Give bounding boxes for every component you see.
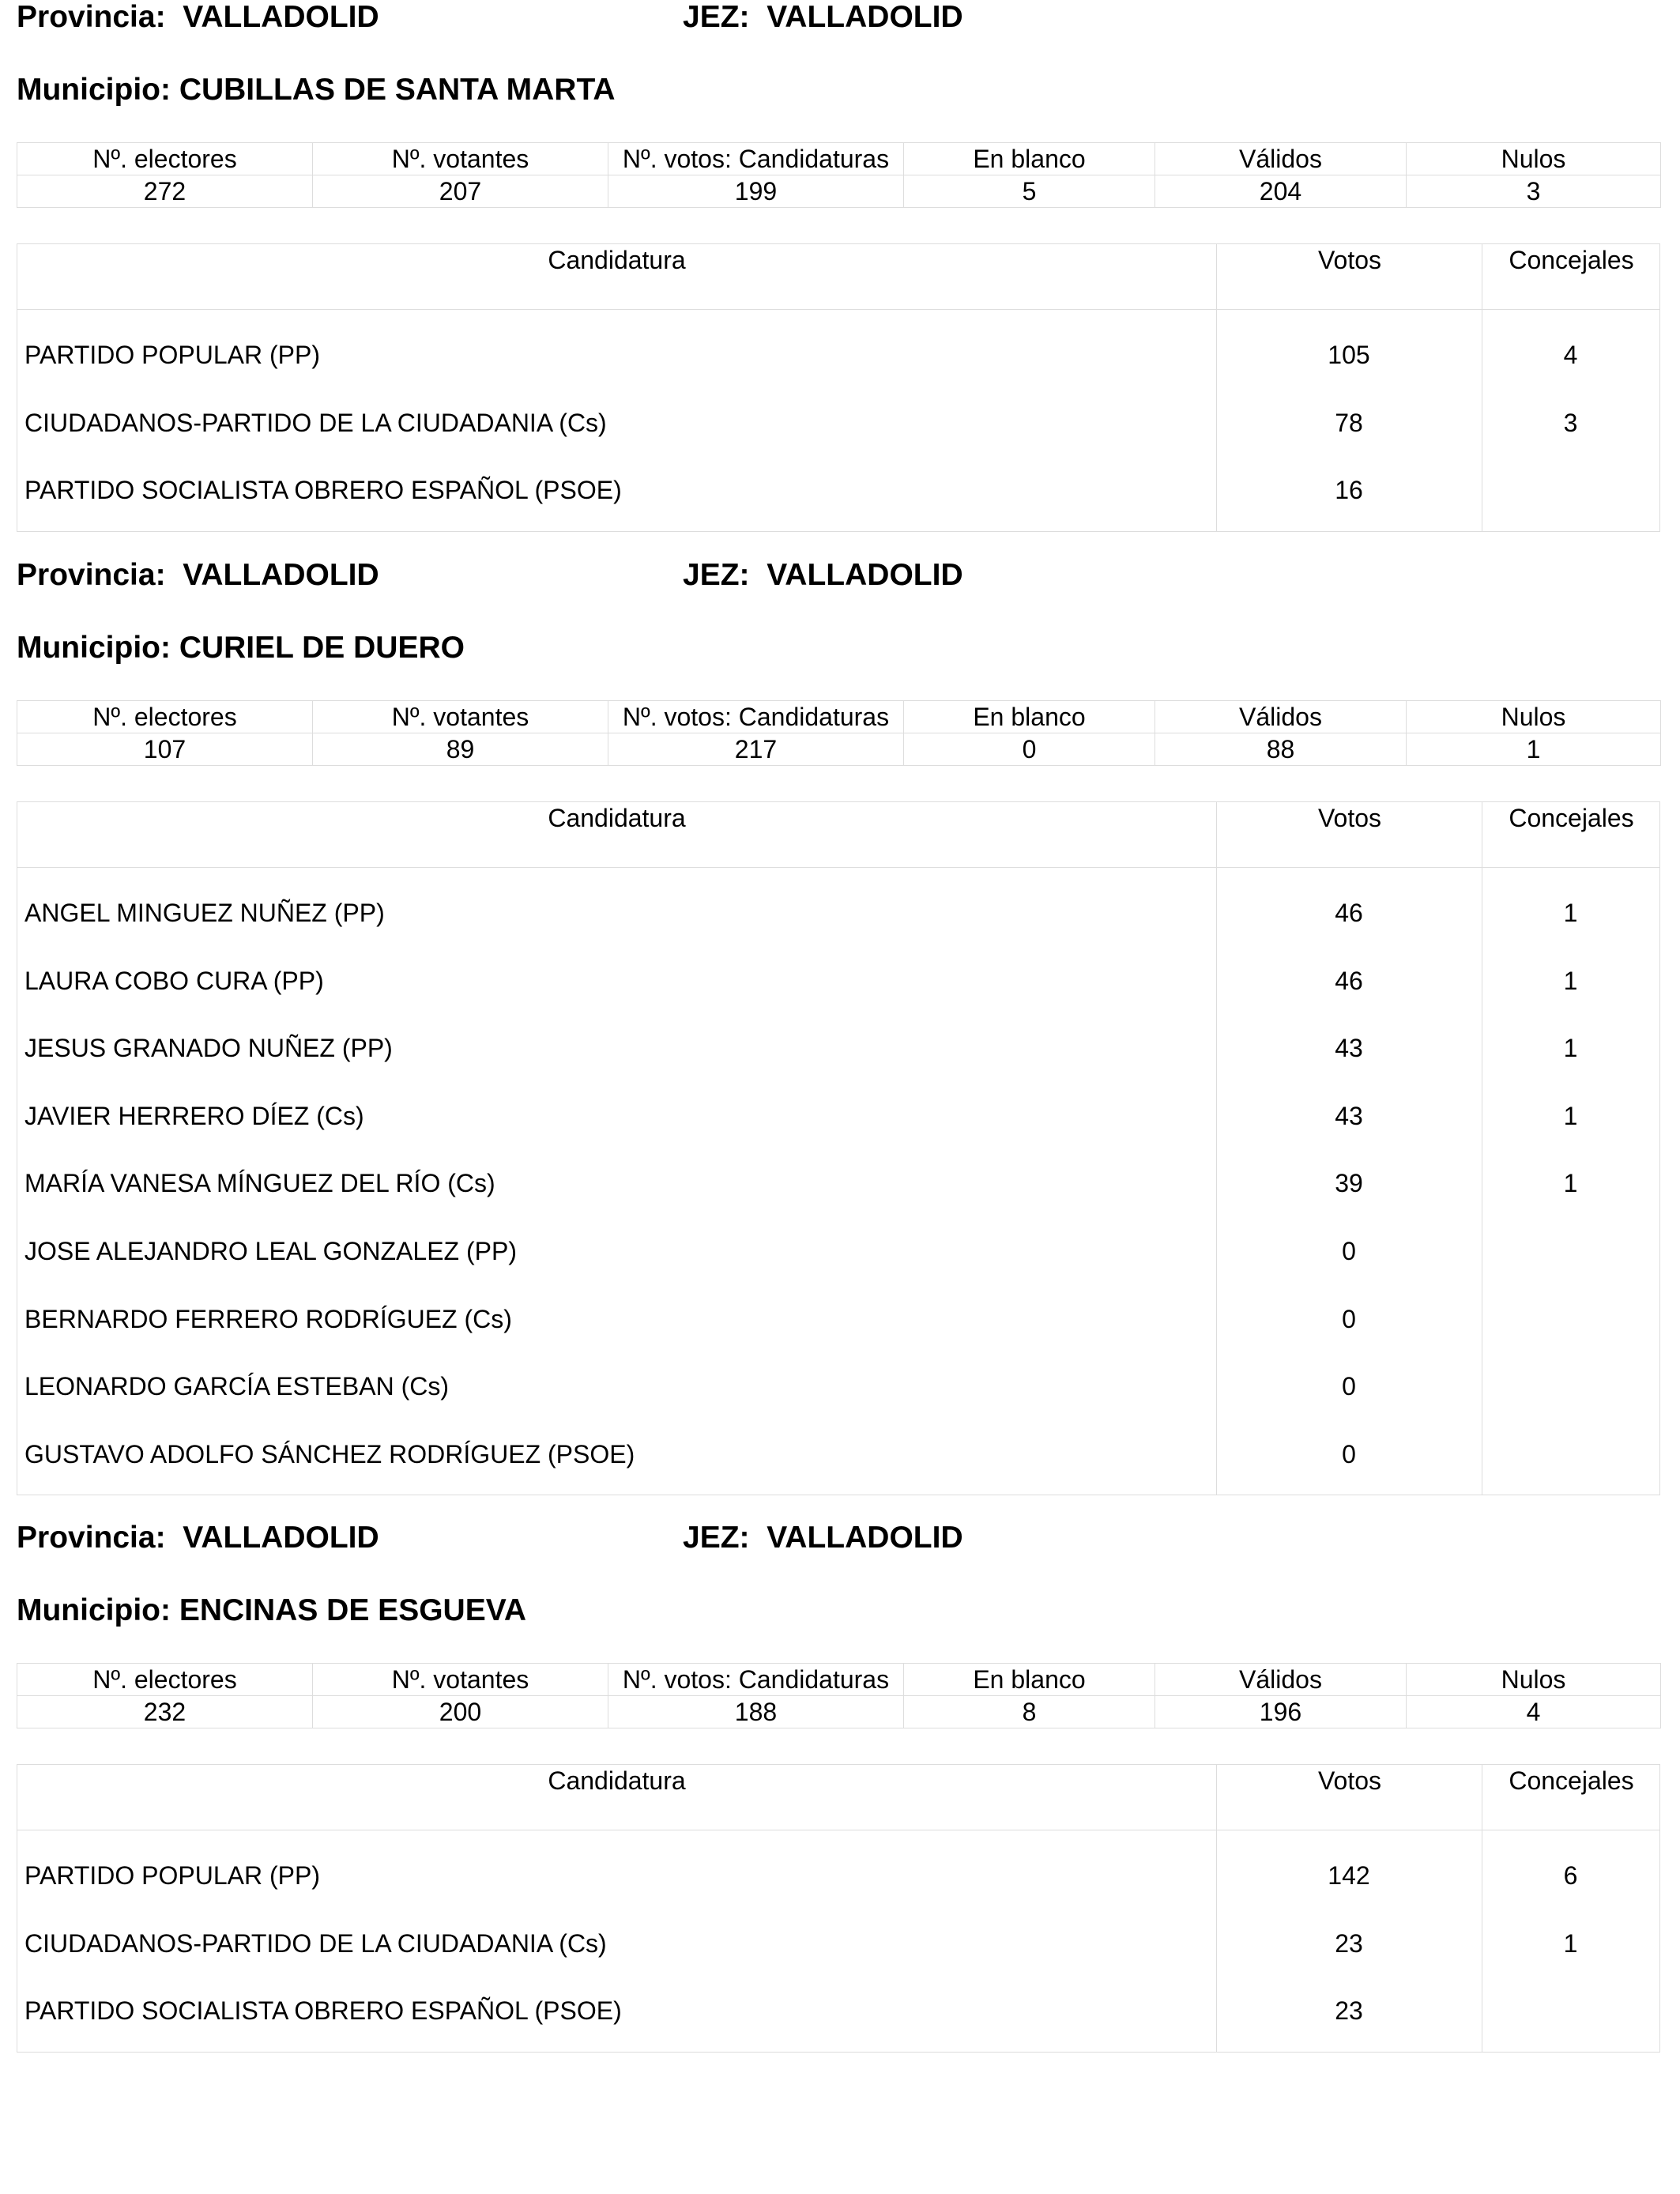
candidate-row <box>17 1910 1659 1978</box>
summary-header-cell: Nº. votantes <box>313 701 608 733</box>
summary-value-cell: 0 <box>904 733 1155 766</box>
summary-header-cell: Nulos <box>1407 701 1661 733</box>
municipio-value: CUBILLAS DE SANTA MARTA <box>179 73 616 107</box>
candidate-row <box>17 1150 1659 1218</box>
header-row <box>17 558 1660 598</box>
jez-label: JEZ: <box>683 1521 750 1555</box>
candidate-row <box>17 1977 1659 2045</box>
candidate-row <box>17 457 1659 525</box>
header-concejales: Concejales <box>1482 244 1660 309</box>
municipio-heading <box>17 73 616 107</box>
municipio-heading <box>17 1593 526 1628</box>
candidate-name: LEONARDO GARCÍA ESTEBAN (Cs) <box>24 1372 449 1401</box>
candidate-votes: 39 <box>1335 1169 1363 1198</box>
candidate-row <box>17 1842 1659 1910</box>
summary-header-cell: Nº. votos: Candidaturas <box>608 143 904 175</box>
summary-value-cell: 1 <box>1407 733 1661 766</box>
summary-value-cell: 217 <box>608 733 904 766</box>
provincia-heading <box>17 0 379 35</box>
summary-header-cell: Válidos <box>1155 143 1407 175</box>
candidate-votes: 43 <box>1335 1034 1363 1063</box>
jez-heading <box>683 1521 963 1555</box>
candidate-row <box>17 1015 1659 1083</box>
jez-value: VALLADOLID <box>767 0 963 34</box>
header-candidatura: Candidatura <box>548 246 686 274</box>
candidate-votes: 142 <box>1328 1861 1370 1890</box>
candidate-seats: 1 <box>1563 1928 1578 1958</box>
summary-header-cell: Válidos <box>1155 701 1407 733</box>
candidate-votes: 23 <box>1335 1928 1363 1958</box>
summary-header-cell: Nº. votantes <box>313 143 608 175</box>
candidates-header-row <box>17 1765 1659 1830</box>
candidates-body <box>17 868 1659 1495</box>
candidate-seats: 3 <box>1563 408 1578 437</box>
candidates-body <box>17 1830 1659 2052</box>
municipio-value: CURIEL DE DUERO <box>179 631 465 665</box>
candidates-body <box>17 310 1659 531</box>
provincia-value: VALLADOLID <box>183 1521 379 1555</box>
summary-header-cell: Nº. electores <box>17 143 313 175</box>
header-votos: Votos <box>1216 1765 1482 1830</box>
candidate-votes: 0 <box>1342 1304 1356 1333</box>
candidate-votes: 46 <box>1335 966 1363 995</box>
candidate-votes: 16 <box>1335 476 1363 505</box>
municipio-heading <box>17 631 465 665</box>
summary-value-cell: 107 <box>17 733 313 766</box>
candidate-row <box>17 1218 1659 1286</box>
municipio-label: Municipio: <box>17 73 171 107</box>
summary-value-cell: 199 <box>608 175 904 208</box>
jez-label: JEZ: <box>683 558 750 592</box>
candidate-seats: 1 <box>1563 1034 1578 1063</box>
summary-header-cell: En blanco <box>904 1664 1155 1696</box>
candidate-name: PARTIDO POPULAR (PP) <box>24 1861 320 1890</box>
candidate-row <box>17 880 1659 948</box>
summary-header-cell: Nº. electores <box>17 1664 313 1696</box>
header-row <box>17 1521 1660 1560</box>
summary-value-cell: 4 <box>1407 1696 1661 1728</box>
candidate-seats: 6 <box>1563 1861 1578 1890</box>
candidates-table <box>17 801 1660 1495</box>
summary-header-cell: Nº. votantes <box>313 1664 608 1696</box>
summary-value-cell: 8 <box>904 1696 1155 1728</box>
summary-header-cell: En blanco <box>904 143 1155 175</box>
summary-header-cell: Nº. votos: Candidaturas <box>608 701 904 733</box>
summary-value-cell: 207 <box>313 175 608 208</box>
header-row <box>17 0 1660 40</box>
summary-value-row <box>17 733 1661 766</box>
jez-heading <box>683 558 963 593</box>
summary-value-cell: 5 <box>904 175 1155 208</box>
provincia-label: Provincia: <box>17 1521 166 1555</box>
municipio-label: Municipio: <box>17 1593 171 1627</box>
candidate-row <box>17 322 1659 390</box>
candidate-seats: 1 <box>1563 1101 1578 1130</box>
jez-heading <box>683 0 963 35</box>
candidate-seats: 1 <box>1563 1169 1578 1198</box>
summary-header-cell: Nº. votos: Candidaturas <box>608 1664 904 1696</box>
candidate-row <box>17 1353 1659 1421</box>
candidate-name: PARTIDO POPULAR (PP) <box>24 341 320 369</box>
summary-table <box>17 1663 1661 1728</box>
summary-header-row <box>17 1664 1661 1696</box>
summary-value-cell: 232 <box>17 1696 313 1728</box>
jez-label: JEZ: <box>683 0 750 34</box>
header-votos: Votos <box>1216 244 1482 309</box>
candidate-row <box>17 948 1659 1016</box>
candidates-header-row <box>17 244 1659 310</box>
summary-table <box>17 700 1661 766</box>
candidate-name: CIUDADANOS-PARTIDO DE LA CIUDADANIA (Cs) <box>24 1928 607 1958</box>
header-candidatura: Candidatura <box>548 1766 686 1795</box>
summary-value-cell: 200 <box>313 1696 608 1728</box>
summary-header-row <box>17 143 1661 175</box>
summary-table <box>17 142 1661 208</box>
candidates-table <box>17 1764 1660 2053</box>
provincia-label: Provincia: <box>17 0 166 34</box>
candidate-name: PARTIDO SOCIALISTA OBRERO ESPAÑOL (PSOE) <box>24 476 622 505</box>
summary-value-cell: 272 <box>17 175 313 208</box>
summary-header-cell: Nulos <box>1407 143 1661 175</box>
candidate-votes: 23 <box>1335 1996 1363 2026</box>
provincia-heading <box>17 558 379 593</box>
candidate-name: ANGEL MINGUEZ NUÑEZ (PP) <box>24 899 385 927</box>
header-concejales: Concejales <box>1482 802 1660 867</box>
summary-value-row <box>17 1696 1661 1728</box>
candidate-votes: 0 <box>1342 1236 1356 1265</box>
header-votos: Votos <box>1216 802 1482 867</box>
summary-value-cell: 88 <box>1155 733 1407 766</box>
candidate-row <box>17 390 1659 458</box>
candidate-votes: 43 <box>1335 1101 1363 1130</box>
summary-value-row <box>17 175 1661 208</box>
municipio-label: Municipio: <box>17 631 171 665</box>
candidate-row <box>17 1083 1659 1151</box>
provincia-value: VALLADOLID <box>183 558 379 592</box>
candidate-seats: 1 <box>1563 966 1578 995</box>
candidates-header-row <box>17 802 1659 868</box>
candidate-name: JOSE ALEJANDRO LEAL GONZALEZ (PP) <box>24 1236 517 1265</box>
candidate-votes: 105 <box>1328 341 1370 369</box>
summary-value-cell: 204 <box>1155 175 1407 208</box>
summary-value-cell: 188 <box>608 1696 904 1728</box>
summary-value-cell: 89 <box>313 733 608 766</box>
candidate-name: JAVIER HERRERO DÍEZ (Cs) <box>24 1101 364 1130</box>
candidates-table <box>17 243 1660 532</box>
candidate-votes: 0 <box>1342 1439 1356 1468</box>
summary-header-cell: Nulos <box>1407 1664 1661 1696</box>
summary-header-cell: Válidos <box>1155 1664 1407 1696</box>
summary-header-row <box>17 701 1661 733</box>
summary-value-cell: 196 <box>1155 1696 1407 1728</box>
header-concejales: Concejales <box>1482 1765 1660 1830</box>
summary-value-cell: 3 <box>1407 175 1661 208</box>
candidate-seats: 1 <box>1563 899 1578 927</box>
candidate-name: LAURA COBO CURA (PP) <box>24 966 324 995</box>
candidate-votes: 78 <box>1335 408 1363 437</box>
candidate-name: GUSTAVO ADOLFO SÁNCHEZ RODRÍGUEZ (PSOE) <box>24 1439 635 1468</box>
candidate-name: PARTIDO SOCIALISTA OBRERO ESPAÑOL (PSOE) <box>24 1996 622 2026</box>
candidate-seats: 4 <box>1563 341 1578 369</box>
candidate-name: BERNARDO FERRERO RODRÍGUEZ (Cs) <box>24 1304 512 1333</box>
candidate-name: MARÍA VANESA MÍNGUEZ DEL RÍO (Cs) <box>24 1169 495 1198</box>
summary-header-cell: En blanco <box>904 701 1155 733</box>
provincia-heading <box>17 1521 379 1555</box>
municipio-value: ENCINAS DE ESGUEVA <box>179 1593 527 1627</box>
candidate-votes: 46 <box>1335 899 1363 927</box>
provincia-label: Provincia: <box>17 558 166 592</box>
candidate-name: JESUS GRANADO NUÑEZ (PP) <box>24 1034 393 1063</box>
provincia-value: VALLADOLID <box>183 0 379 34</box>
summary-header-cell: Nº. electores <box>17 701 313 733</box>
candidate-name: CIUDADANOS-PARTIDO DE LA CIUDADANIA (Cs) <box>24 408 607 437</box>
jez-value: VALLADOLID <box>767 1521 963 1555</box>
header-candidatura: Candidatura <box>548 804 686 832</box>
jez-value: VALLADOLID <box>767 558 963 592</box>
candidate-votes: 0 <box>1342 1372 1356 1401</box>
candidate-row <box>17 1421 1659 1489</box>
candidate-row <box>17 1286 1659 1354</box>
